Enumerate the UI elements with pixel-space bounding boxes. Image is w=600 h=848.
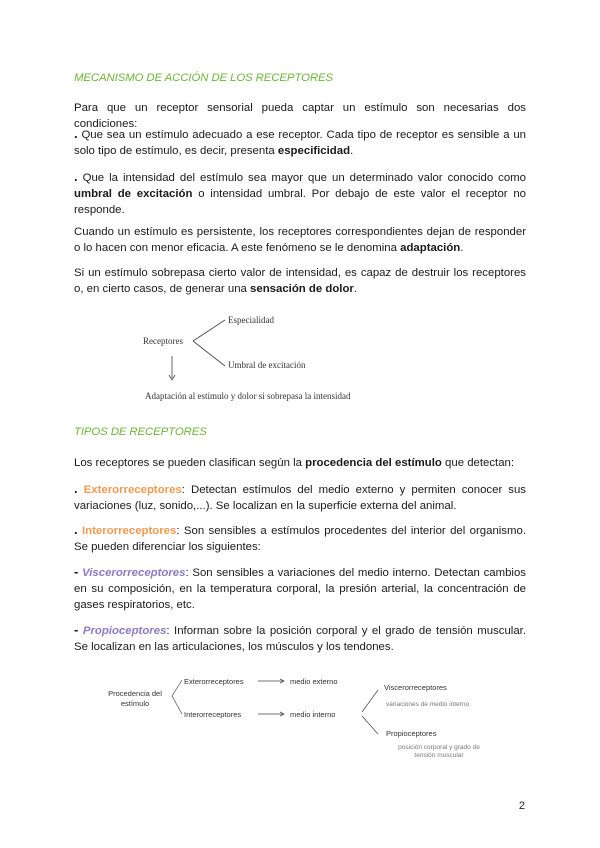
adaptacion-bold: adaptación bbox=[400, 242, 461, 254]
adaptacion-end: . bbox=[460, 242, 464, 254]
section-title-tipos: TIPOS DE RECEPTORES bbox=[74, 426, 207, 438]
diagram1-down-arrowhead bbox=[169, 375, 175, 380]
diagram2-root: Procedencia del estímulo bbox=[108, 689, 162, 708]
condition-1 bbox=[74, 126, 526, 159]
interorreceptores-text: : Son sensibles a estímulos procedentes del interior del organismo. Se pueden diferenciar los siguientes: bbox=[74, 525, 526, 553]
exterorreceptores-paragraph bbox=[74, 481, 526, 514]
condition-2 bbox=[74, 169, 526, 218]
diagram2-medio-interno: medio interno bbox=[290, 710, 336, 719]
diagram2-prop-note: posición corporal y grado de tensión muscular bbox=[398, 744, 480, 759]
dolor-paragraph bbox=[74, 265, 526, 297]
propioceptores-text: : Informan sobre la posición corporal y el grado de tensión muscular. Se localizan en las articulaciones, los músculos y los tendones. bbox=[74, 625, 526, 653]
viscerorreceptores-text: : Son sensibles a variaciones del medio interno. Detectan cambios en su composición, en la temperatura corporal, la presión arterial, la concentración de gases respiratorios, etc. bbox=[74, 567, 526, 611]
dolor-text: Si un estímulo sobrepasa cierto valor de intensidad, es capaz de destruir los receptores o, en cierto casos, de generar una bbox=[74, 267, 526, 295]
condition-2-text-end: o intensidad umbral. Por debajo de este valor el receptor no responde. bbox=[74, 188, 527, 216]
condition-2-text: Que la intensidad del estímulo sea mayor que un determinado valor conocido como bbox=[82, 172, 527, 184]
page-number: 2 bbox=[518, 800, 525, 812]
tipos-intro-bold: procedencia del estímulo bbox=[305, 457, 442, 469]
dolor-bold: sensación de dolor bbox=[250, 283, 354, 295]
condition-1-text: Que sea un estímulo adecuado a ese receptor. Cada tipo de receptor es sensible a un solo tipo de estímulo, es decir, presenta bbox=[74, 129, 526, 157]
condition-1-end: . bbox=[350, 145, 354, 157]
bullet-dash: - bbox=[74, 622, 79, 637]
condition-2-bold: umbral de excitación bbox=[74, 188, 193, 200]
diagram1-branch-especialidad: Especialidad bbox=[228, 315, 274, 325]
diagram1-bottom: Adaptación al estímulo y dolor si sobrepasa la intensidad bbox=[145, 391, 351, 401]
adaptacion-text: Cuando un estímulo es persistente, los receptores correspondientes dejan de responder o lo hacen con menor eficacia. A este fenómeno se le denomina bbox=[74, 226, 526, 254]
diagram2-visc-note: variaciones de medio interno bbox=[386, 701, 470, 708]
diagram2-brace-prop bbox=[362, 716, 378, 734]
condition-1-bold: especificidad bbox=[277, 145, 351, 157]
diagram2-propioceptores: Propioceptores bbox=[386, 729, 437, 738]
bullet-dot: . bbox=[74, 481, 78, 496]
diagram1-connector-top bbox=[193, 320, 225, 341]
diagram2-exterorreceptores: Exterorreceptores bbox=[184, 677, 244, 686]
mecanismo-intro: Para que un receptor sensorial pueda captar un estímulo son necesarias dos condiciones: bbox=[74, 102, 526, 130]
tipos-intro bbox=[74, 455, 526, 471]
propioceptores-term: Propioceptores bbox=[82, 625, 167, 637]
bullet-dot: . bbox=[74, 169, 78, 184]
interorreceptores-term: Interorreceptores bbox=[82, 525, 177, 537]
diagram1-connector-bottom bbox=[193, 341, 225, 366]
diagram2-brace-bottom bbox=[172, 696, 182, 714]
tipos-intro-end: que detectan: bbox=[441, 457, 515, 469]
section-title-mecanismo: MECANISMO DE ACCIÓN DE LOS RECEPTORES bbox=[74, 72, 333, 84]
tipos-intro-text: Los receptores se pueden clasifican según la bbox=[74, 457, 306, 469]
diagram2-arrow-exo-head bbox=[280, 679, 284, 683]
diagram2-brace-top bbox=[172, 680, 182, 696]
viscerorreceptores-term: Viscerorreceptores bbox=[82, 567, 186, 579]
diagram2-interorreceptores: Interorreceptores bbox=[184, 710, 242, 719]
exterorreceptores-term: Exterorreceptores bbox=[83, 484, 182, 496]
exterorreceptores-text: : Detectan estímulos del medio externo y permiten conocer sus variaciones (luz, sonido,...). Se localizan en la superficie externa del animal. bbox=[74, 484, 526, 512]
interorreceptores-paragraph bbox=[74, 522, 526, 555]
diagram2-medio-externo: medio externo bbox=[290, 677, 338, 686]
diagram2-arrow-intero-head bbox=[280, 712, 284, 716]
dolor-end: . bbox=[353, 283, 358, 295]
diagram2-brace-visc bbox=[362, 690, 378, 712]
bullet-dot: . bbox=[74, 522, 78, 537]
propioceptores-paragraph bbox=[74, 622, 526, 655]
diagram2-viscerorreceptores: Viscerorreceptores bbox=[384, 683, 447, 692]
diagram1-root: Receptores bbox=[143, 336, 183, 346]
diagram1-branch-umbral: Umbral de excitación bbox=[228, 360, 306, 370]
viscerorreceptores-paragraph bbox=[74, 564, 526, 613]
bullet-dash: - bbox=[74, 564, 79, 579]
bullet-dot: . bbox=[74, 126, 78, 141]
adaptacion-paragraph bbox=[74, 224, 526, 256]
